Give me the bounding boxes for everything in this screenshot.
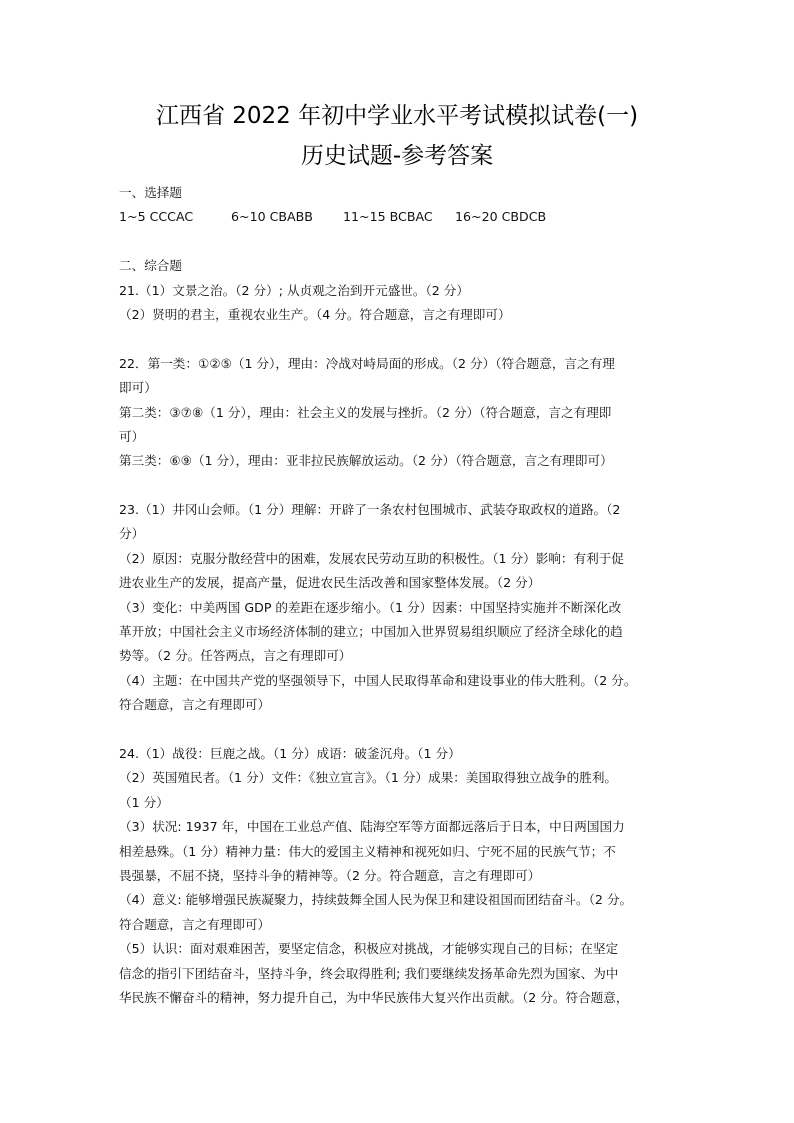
answer-line: 21.（1）文景之治。（2 分）; 从贞观之治到开元盛世。（2 分） bbox=[119, 282, 469, 298]
answer-line: （4）意义: 能够增强民族凝聚力，持续鼓舞全国人民为保卫和建设祖国而团结奋斗。（2 分。 bbox=[119, 892, 633, 908]
choice-answer-group: 11~15 BCBAC bbox=[343, 209, 433, 225]
answer-line: （2）英国殖民者。（1 分）文件：《独立宣言》。（1 分）成果：美国取得独立战争的胜利。 bbox=[119, 770, 618, 786]
question-24 bbox=[119, 742, 679, 1010]
section-heading-comprehensive: 二、综合题 bbox=[119, 258, 182, 274]
section-heading-choice: 一、选择题 bbox=[119, 185, 182, 200]
answer-line: 分） bbox=[119, 526, 145, 542]
choice-answers-row bbox=[119, 205, 679, 229]
spacer bbox=[119, 474, 679, 498]
answer-line: 相差悬殊。（1 分）精神力量：伟大的爱国主义精神和视死如归、宁死不屈的民族气节；不 bbox=[119, 843, 616, 859]
answer-line: 华民族不懈奋斗的精神，努力提升自己，为中华民族伟大复兴作出贡献。（2 分。符合题意， bbox=[119, 989, 629, 1005]
answer-line: 24.（1）战役：巨鹿之战。（1 分）成语：破釜沉舟。（1 分） bbox=[119, 745, 461, 761]
spacer bbox=[119, 718, 679, 742]
answer-content bbox=[119, 181, 679, 1010]
answer-line: （4）主题：在中国共产党的坚强领导下，中国人民取得革命和建设事业的伟大胜利。（2 分。 bbox=[119, 672, 637, 688]
answer-line: （3）变化：中美两国 GDP 的差距在逐步缩小。（1 分）因素：中国坚持实施并不断深化改 bbox=[119, 599, 622, 615]
answer-line: （1 分） bbox=[119, 794, 169, 810]
question-21 bbox=[119, 279, 679, 328]
answer-line: 进农业生产的发展，提高产量，促进农民生活改善和国家整体发展。（2 分） bbox=[119, 575, 541, 591]
answer-line: 23.（1）井冈山会师。（1 分）理解：开辟了一条农村包围城市、武装夺取政权的道路。（2 bbox=[119, 502, 621, 518]
choice-answer-group: 16~20 CBDCB bbox=[455, 209, 547, 225]
document-subtitle: 历史试题-参考答案 bbox=[300, 143, 494, 169]
answer-line: （5）认识：面对艰难困苦，要坚定信念，积极应对挑战，才能够实现自己的目标；在坚定 bbox=[119, 941, 619, 957]
choice-answer-group: 6~10 CBABB bbox=[231, 209, 313, 225]
answer-line: 势等。（2 分。任答两点，言之有理即可） bbox=[119, 648, 352, 664]
answer-line: 可） bbox=[119, 428, 145, 444]
answer-line: 22．第一类：①②⑤（1 分），理由：冷战对峙局面的形成。（2 分）（符合题意，言之有理 bbox=[119, 355, 615, 371]
answer-line: 畏强暴，不屈不挠，坚持斗争的精神等。（2 分。符合题意，言之有理即可） bbox=[119, 867, 541, 883]
answer-line: 信念的指引下团结奋斗，坚持斗争，终会取得胜利; 我们要继续发扬革命先烈为国家、为中 bbox=[119, 965, 619, 981]
question-22 bbox=[119, 352, 679, 474]
answer-line: 革开放；中国社会主义市场经济体制的建立；中国加入世界贸易组织顺应了经济全球化的趋 bbox=[119, 624, 623, 640]
choice-answer-group: 1~5 CCCAC bbox=[119, 209, 194, 225]
document-title: 江西省 2022 年初中学业水平考试模拟试卷(一) bbox=[155, 103, 639, 129]
answer-line: 符合题意，言之有理即可） bbox=[119, 697, 271, 713]
answer-line: （2）贤明的君主，重视农业生产。（4 分。符合题意，言之有理即可） bbox=[119, 306, 511, 322]
answer-line: （2）原因：克服分散经营中的困难，发展农民劳动互助的积极性。（1 分）影响：有利于促 bbox=[119, 550, 624, 566]
answer-line: 第三类：⑥⑨（1 分），理由：亚非拉民族解放运动。（2 分）（符合题意，言之有理即可） bbox=[119, 453, 613, 469]
answer-line: 符合题意，言之有理即可） bbox=[119, 916, 271, 932]
answer-line: 即可） bbox=[119, 380, 157, 396]
spacer bbox=[119, 230, 679, 254]
answer-line: （3）状况: 1937 年，中国在工业总产值、陆海空军等方面都远落后于日本，中日两国国力 bbox=[119, 819, 625, 835]
spacer bbox=[119, 327, 679, 351]
question-23 bbox=[119, 498, 679, 718]
answer-line: 第二类：③⑦⑧（1 分），理由：社会主义的发展与挫折。（2 分）（符合题意，言之有理即 bbox=[119, 404, 612, 420]
